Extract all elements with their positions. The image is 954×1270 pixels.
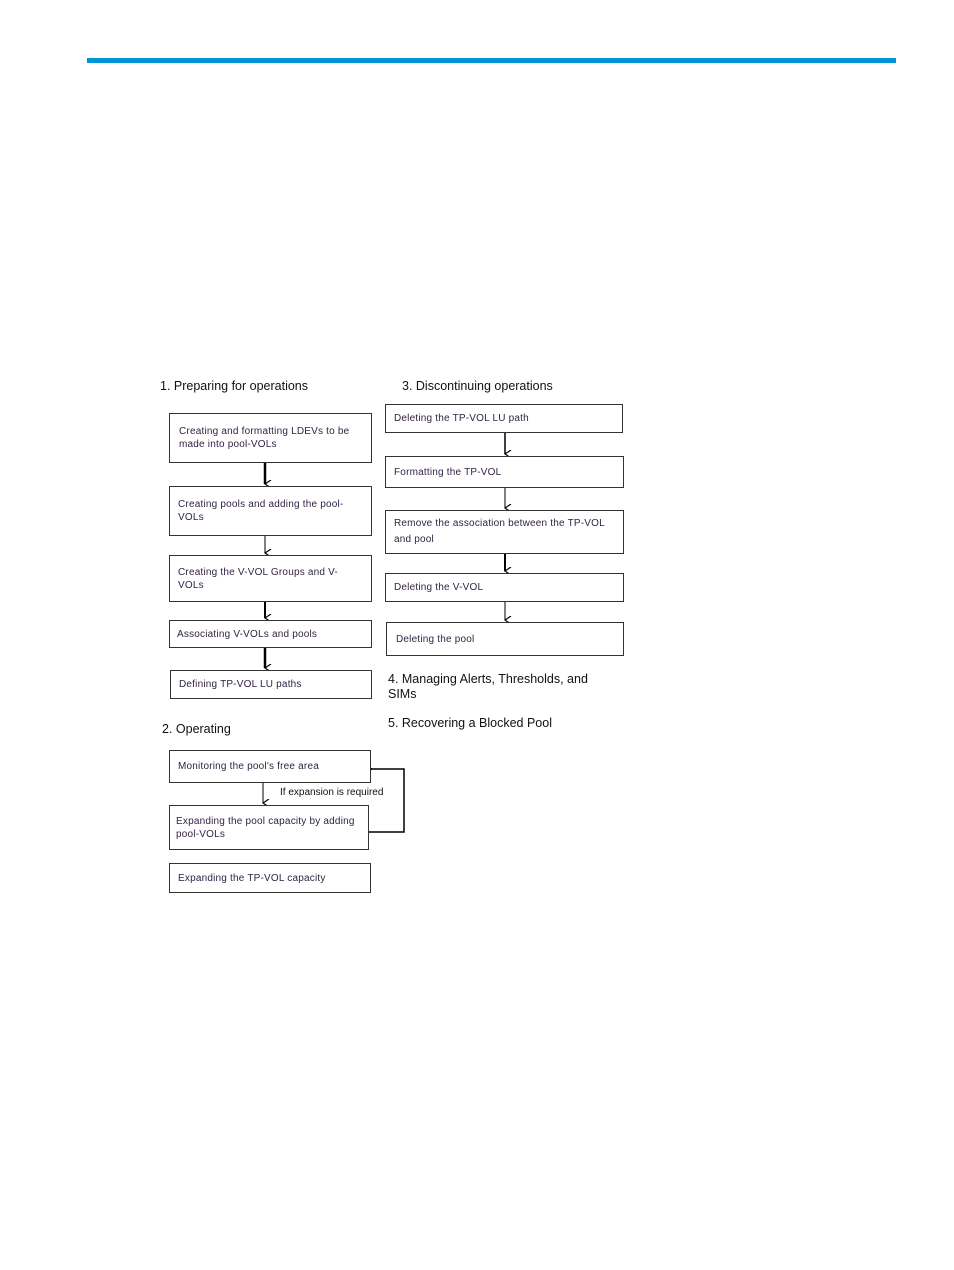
step-label: Monitoring the pool's free area (178, 761, 319, 772)
step-expand-pool (169, 805, 369, 850)
section-heading-discontinuing: 3. Discontinuing operations (402, 379, 553, 393)
step-label: Associating V-VOLs and pools (177, 628, 318, 640)
step-label: Expanding the TP-VOL capacity (178, 872, 326, 884)
step-create-vvol-groups (169, 555, 372, 602)
step-define-lu-paths (170, 670, 372, 699)
step-delete-lu-path (385, 404, 623, 433)
step-label: Remove the association between the TP-VOL and pool (394, 518, 605, 545)
arrow-op-loop (369, 769, 404, 832)
section-heading-recovering: 5. Recovering a Blocked Pool (388, 716, 552, 730)
step-label: Creating pools and adding the pool-VOLs (178, 499, 344, 523)
step-associate-vvols (169, 620, 372, 648)
step-label: Formatting the TP-VOL (394, 466, 502, 478)
step-label: Creating the V-VOL Groups and V-VOLs (178, 566, 339, 591)
step-monitor-free-area (169, 750, 371, 783)
step-delete-vvol (385, 573, 624, 602)
section-heading-operating: 2. Operating (162, 722, 231, 736)
step-format-tpvol (385, 456, 624, 488)
loop-condition-note: If expansion is required (280, 787, 384, 798)
step-expand-tpvol (169, 863, 371, 893)
section-heading-managing-alerts: 4. Managing Alerts, Thresholds, and SIMs (388, 672, 588, 701)
step-label: Creating and formatting LDEVs to be made into pool-VOLs (179, 426, 350, 450)
step-delete-pool (386, 622, 624, 656)
step-create-pools (169, 486, 372, 536)
step-label: Defining TP-VOL LU paths (179, 679, 302, 690)
step-label: Deleting the V-VOL (394, 582, 484, 593)
step-label: Deleting the pool (396, 633, 475, 645)
step-remove-association (385, 510, 624, 554)
section-heading-preparing: 1. Preparing for operations (160, 379, 309, 393)
step-label: Deleting the TP-VOL LU path (394, 413, 529, 424)
step-label: Expanding the pool capacity by adding pool-VOLs (176, 815, 355, 840)
step-create-format-ldevs (169, 413, 372, 463)
